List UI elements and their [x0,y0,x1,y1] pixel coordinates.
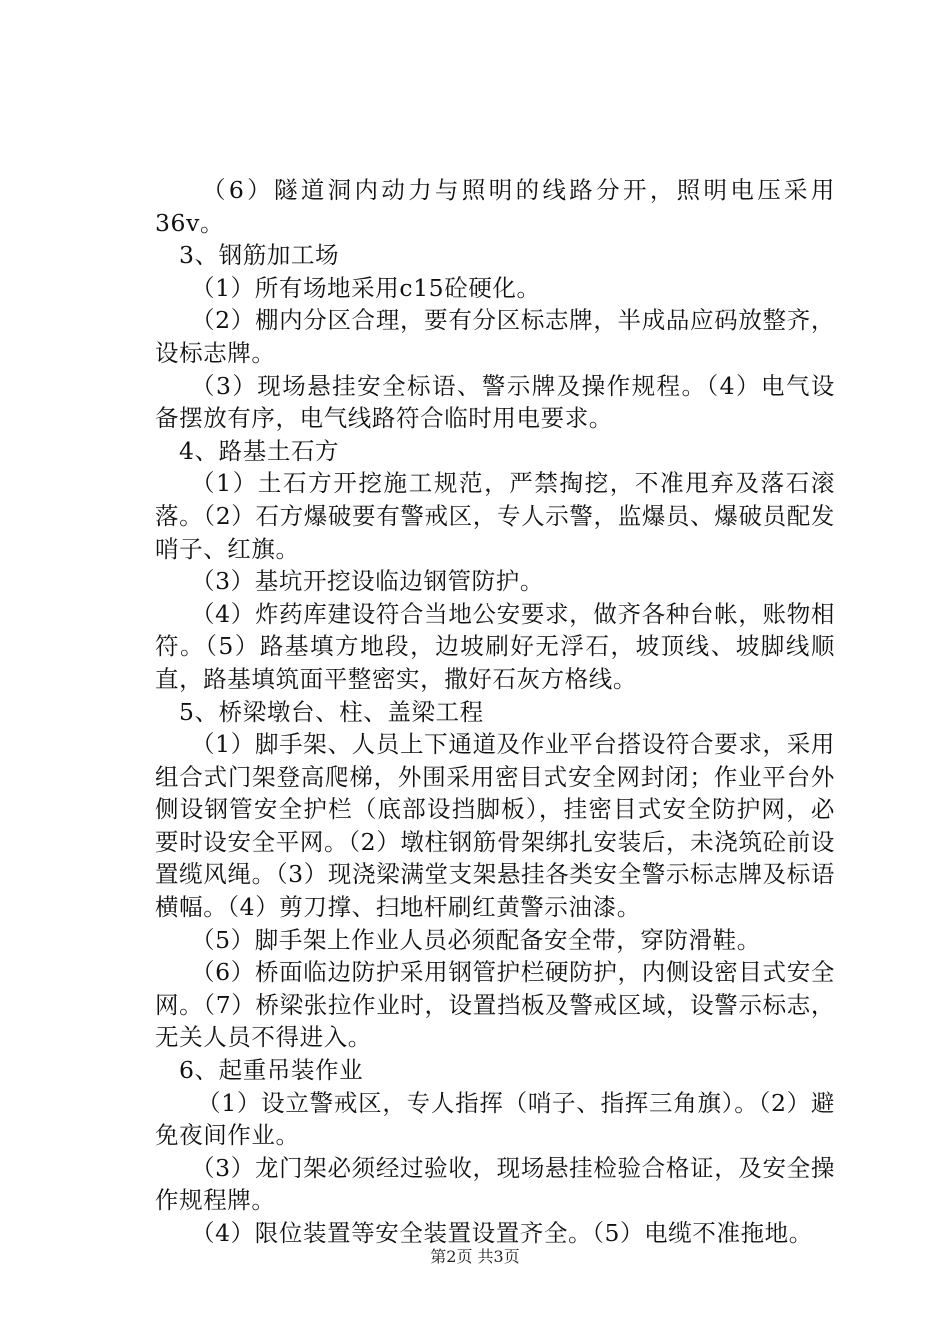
paragraph-lifting-1-2: （1）设立警戒区，专人指挥（哨子、指挥三角旗）。（2）避免夜间作业。 [155,1088,835,1150]
document-body [155,174,835,1250]
paragraph-earthwork-1-2: （1）土石方开挖施工规范，严禁掏挖，不准甩弃及落石滚落。（2）石方爆破要有警戒区，专人示警，监爆员、爆破员配发哨子、红旗。 [155,469,835,563]
heading-lifting: 6、起重吊装作业 [179,1056,364,1085]
paragraph-lifting-3: （3）龙门架必须经过验收，现场悬挂检验合格证，及安全操作规程牌。 [155,1153,835,1215]
paragraph-rebar-1: （1）所有场地采用c15砼硬化。 [191,273,541,302]
paragraph-rebar-3-4: （3）现场悬挂安全标语、警示牌及操作规程。（4）电气设备摆放有序，电气线路符合临时用电要求。 [155,371,835,433]
heading-earthwork: 4、路基土石方 [179,436,340,465]
paragraph-bridge-1-4: （1）脚手架、人员上下通道及作业平台搭设符合要求，采用组合式门架登高爬梯，外围采用密目式安全网封闭；作业平台外侧设钢管安全护栏（底部设挡脚板），挂密目式安全防护网，必要时设安全平网。（2）墩柱钢筋骨架绑扎安装后，未浇筑砼前设置缆风绳。（3）现浇梁满堂支架悬挂各类安全警示标志牌及标语横幅。（4）剪刀撑、扫地杆刷红黄警示油漆。 [155,730,835,922]
paragraph-tunnel-lighting: （6）隧道洞内动力与照明的线路分开，照明电压采用36v。 [155,176,835,237]
heading-bridge-piers: 5、桥梁墩台、柱、盖梁工程 [179,697,484,726]
paragraph-rebar-2: （2）棚内分区合理，要有分区标志牌，半成品应码放整齐，设标志牌。 [155,306,835,367]
paragraph-bridge-5: （5）脚手架上作业人员必须配备安全带，穿防滑鞋。 [191,925,761,954]
paragraph-earthwork-4-5: （4）炸药库建设符合当地公安要求，做齐各种台帐，账物相符。（5）路基填方地段，边坡刷好无浮石，坡顶线、坡脚线顺直，路基填筑面平整密实，撒好石灰方格线。 [155,599,835,693]
paragraph-lifting-4-5: （4）限位装置等安全装置设置齐全。（5）电缆不准拖地。 [191,1219,813,1247]
paragraph-earthwork-3: （3）基坑开挖设临边钢管防护。 [191,567,544,596]
page-footer: 第2页 共3页 [430,1247,520,1266]
paragraph-bridge-6-7: （6）桥面临边防护采用钢管护栏硬防护，内侧设密目式安全网。（7）桥梁张拉作业时，设置挡板及警戒区域，设警示标志，无关人员不得进入。 [155,958,835,1052]
heading-rebar-yard: 3、钢筋加工场 [179,241,340,270]
